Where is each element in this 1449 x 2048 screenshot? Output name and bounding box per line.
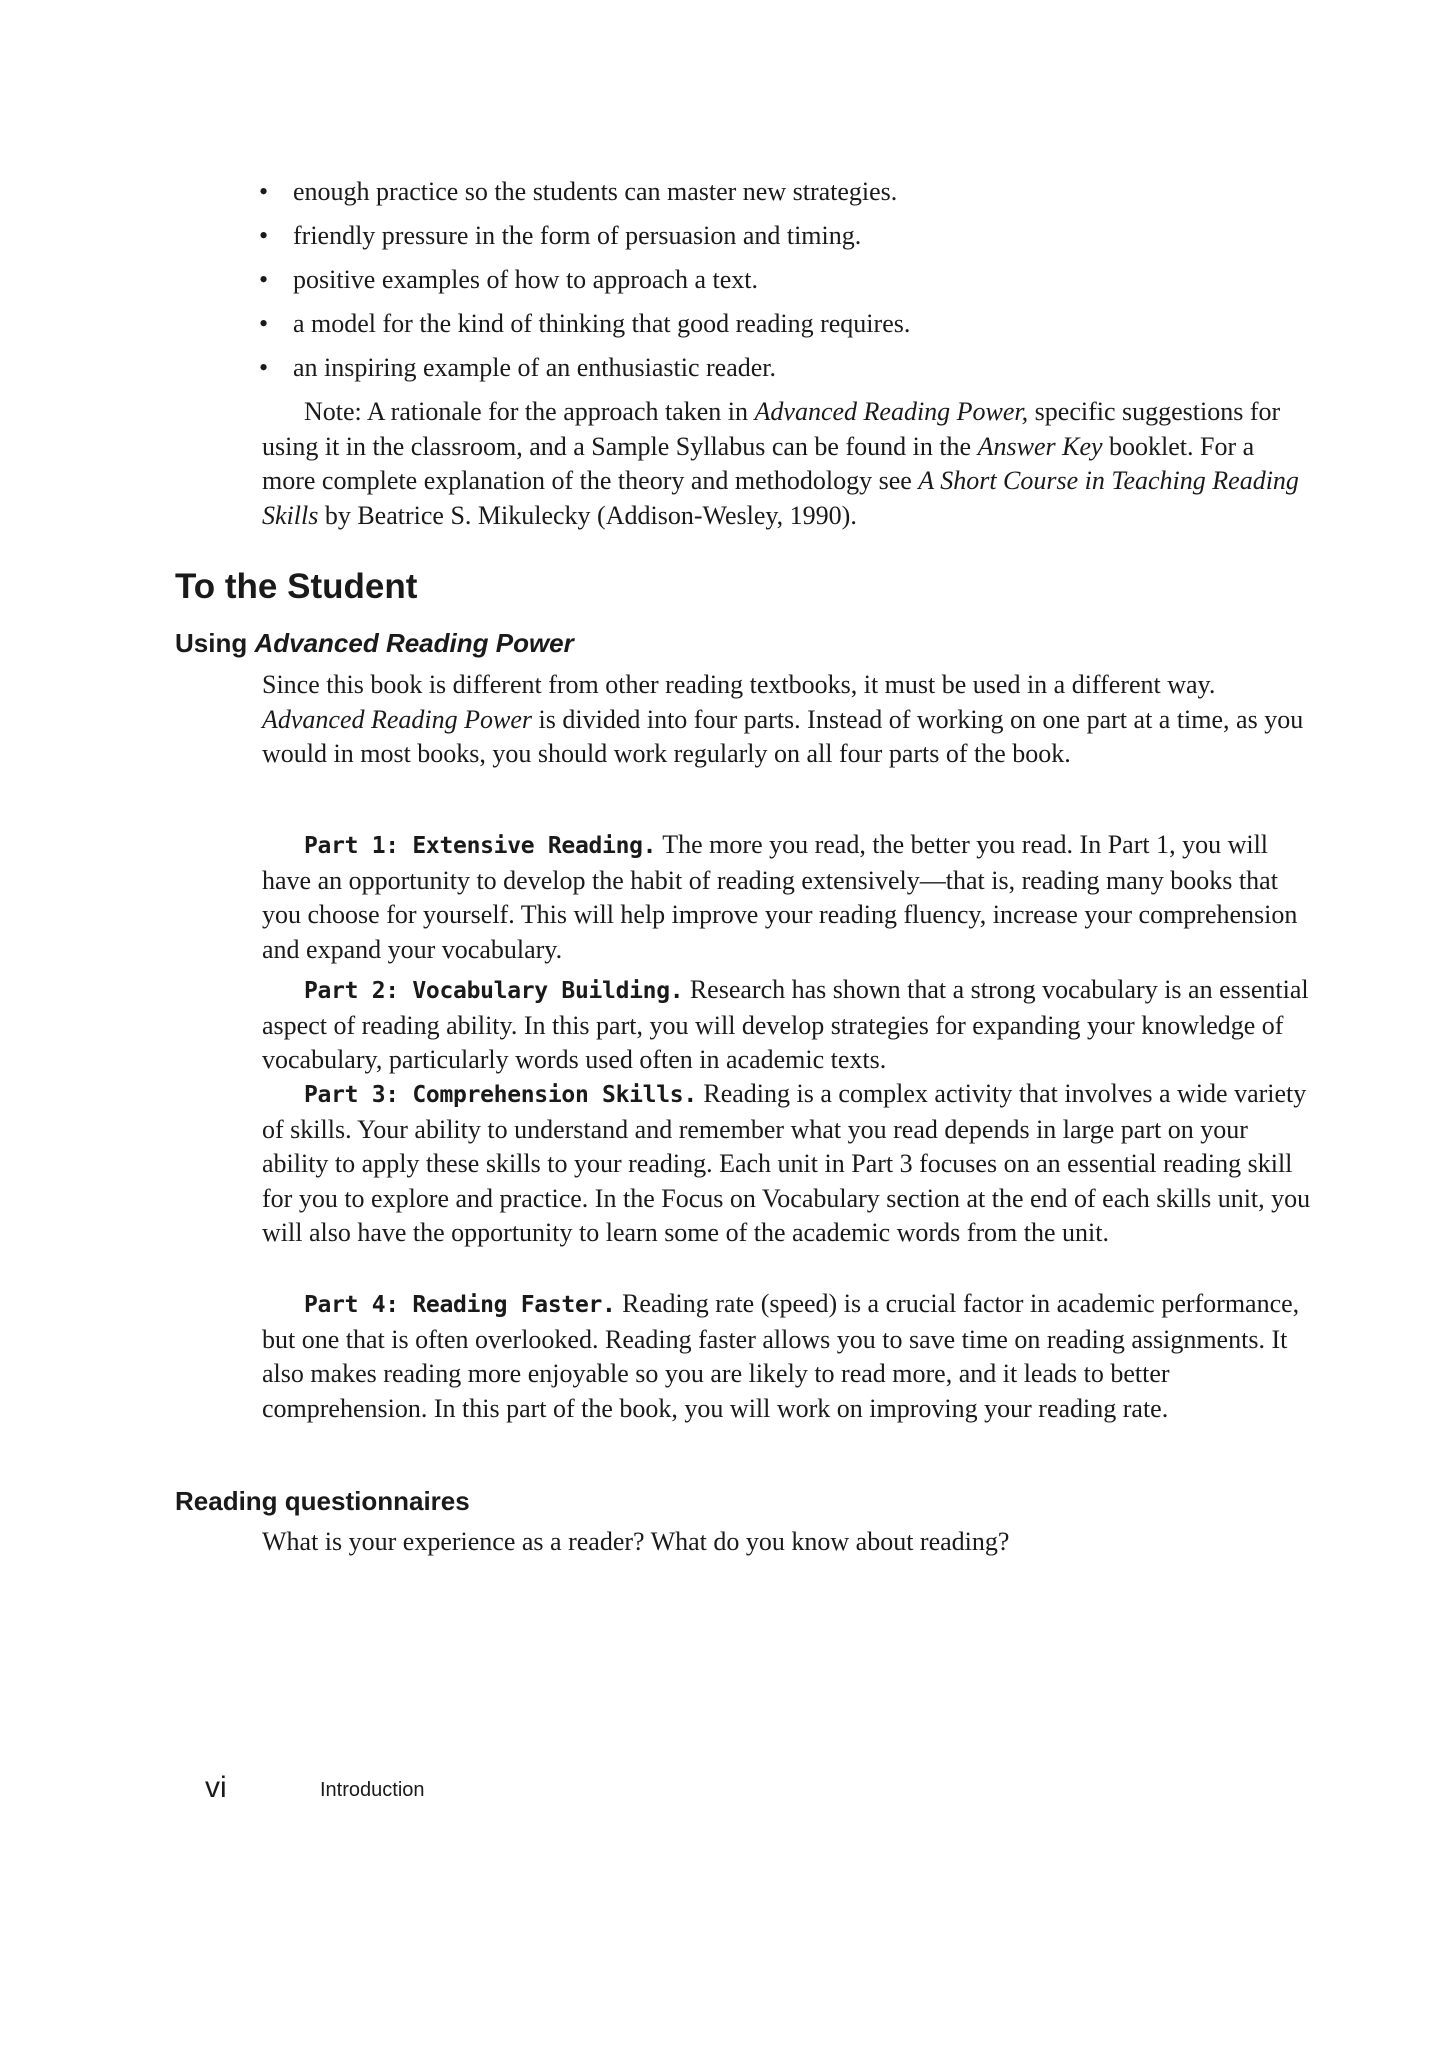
list-item: • enough practice so the students can master new strategies.	[255, 170, 1315, 214]
bullet-icon: •	[259, 221, 269, 250]
part-1-paragraph: Part 1: Extensive Reading. The more you read, the better you read. In Part 1, you will have an opportunity to develop the habit of reading extensively—that is, reading many books that you choose for yourself. This will help improve your reading fluency, increase your comprehension and expand your vocabulary.	[262, 830, 1298, 964]
answer-key-title: Answer Key	[977, 431, 1103, 461]
page-number: vi	[205, 1771, 227, 1804]
bullet-icon: •	[259, 353, 269, 382]
teacher-note-paragraph: Note: A rationale for the approach taken in Advanced Reading Power, specific suggestions for using it in the classroom, and a Sample Syllabus can be found in the Answer Key booklet. For a more complete explanation of the theory and methodology see A Short Course in Teaching Reading Skills by Beatrice S. Mikulecky (Addison-Wesley, 1990).	[262, 397, 1299, 530]
running-footer: Introduction	[320, 1779, 425, 1801]
part-4-paragraph: Part 4: Reading Faster. Reading rate (speed) is a crucial factor in academic performance, but one that is often overlooked. Reading faster allows you to save time on reading assignments. It also makes reading more enjoyable so you are likely to read more, and it leads to better comprehension. In this part of the book, you will work on improving your reading rate.	[262, 1289, 1300, 1423]
bullet-icon: •	[259, 309, 269, 338]
book-title: Advanced Reading Power	[262, 704, 533, 734]
part-2-paragraph: Part 2: Vocabulary Building. Research has shown that a strong vocabulary is an essential aspect of reading ability. In this part, you will develop strategies for expanding your knowledge of vocabulary, particularly words used often in academic texts.	[262, 975, 1309, 1074]
using-heading-book-title: Advanced Reading Power	[254, 628, 574, 658]
list-item: • positive examples of how to approach a text.	[255, 258, 1315, 302]
questionnaires-paragraph: What is your experience as a reader? What do you know about reading?	[262, 1527, 1010, 1556]
using-heading: Using Advanced Reading Power	[175, 628, 574, 658]
section-title: To the Student	[175, 567, 418, 606]
reference-title: A Short Course in Teaching Reading Skills	[262, 466, 1299, 530]
bullet-icon: •	[259, 265, 269, 294]
part-3-label: Part 3: Comprehension Skills.	[304, 1082, 697, 1108]
list-item: • an inspiring example of an enthusiastic reader.	[255, 346, 1315, 390]
book-title: Advanced Reading Power,	[754, 397, 1029, 426]
bullet-list	[255, 170, 1315, 390]
list-item: • friendly pressure in the form of persuasion and timing.	[255, 214, 1315, 258]
part-3-paragraph: Part 3: Comprehension Skills. Reading is a complex activity that involves a wide variety of skills. Your ability to understand and remember what you read depends in large part on your ability to apply these skills to your reading. Each unit in Part 3 focuses on an essential reading skill for you to explore and practice. In the Focus on Vocabulary section at the end of each skills unit, you will also have the opportunity to learn some of the academic words from the unit.	[262, 1079, 1311, 1247]
list-item: • a model for the kind of thinking that good reading requires.	[255, 302, 1315, 346]
part-1-label: Part 1: Extensive Reading.	[304, 833, 657, 859]
bullet-icon: •	[259, 177, 269, 206]
part-2-label: Part 2: Vocabulary Building.	[304, 978, 684, 1004]
intro-paragraph: Since this book is different from other reading textbooks, it must be used in a different way. Advanced Reading Power is divided into four parts. Instead of working on one part at a time, as you would in most books, you should work regularly on all four parts of the book.	[262, 670, 1304, 768]
part-4-label: Part 4: Reading Faster.	[304, 1292, 616, 1318]
questionnaires-heading: Reading questionnaires	[175, 1486, 470, 1516]
